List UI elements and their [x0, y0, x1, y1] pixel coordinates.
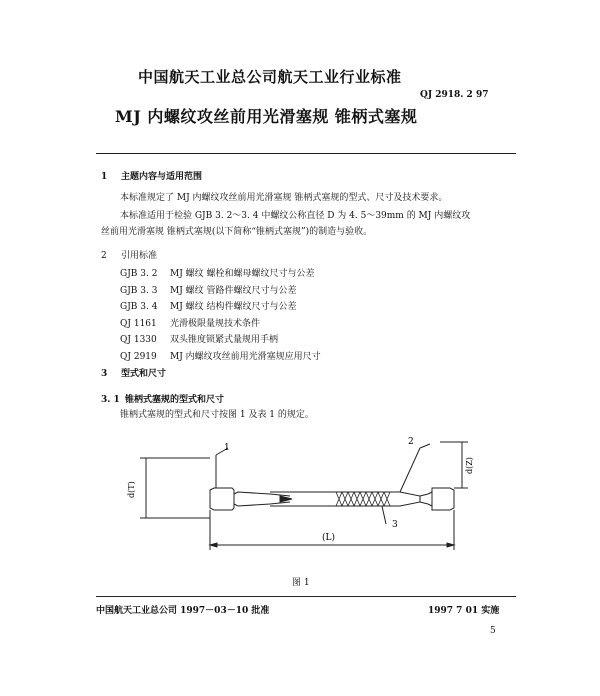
section-3-1-para: 锥柄式塞规的型式和尺寸按图 1 及表 1 的规定。 — [120, 410, 314, 420]
left-gauge-end — [210, 488, 234, 510]
section-1-para-2b: 丝前用光滑塞规 锥柄式塞规(以下简称“锥柄式塞规”)的制造与验收。 — [101, 227, 373, 237]
section-2-heading: 2 引用标准 — [101, 251, 158, 261]
reference-title: 双头锥度锁紧式量规用手柄 — [170, 335, 279, 345]
reference-code: GJB 3. 3 — [120, 285, 158, 296]
reference-title: 光滑极限量规技术条件 — [170, 318, 261, 329]
reference-code: GJB 3. 4 — [120, 302, 158, 312]
standard-code: QJ 2918. 2 97 — [420, 90, 489, 100]
reference-item — [120, 266, 315, 279]
page-number: 5 — [490, 626, 496, 636]
leader-3 — [382, 506, 386, 524]
reference-item — [120, 349, 321, 362]
figure-1-drawing — [120, 428, 480, 573]
right-gauge-end — [432, 488, 454, 510]
section-3-heading: 3 型式和尺寸 — [101, 369, 167, 379]
label-1: 1 — [224, 443, 230, 453]
label-3: 3 — [392, 520, 398, 530]
label-2: 2 — [408, 437, 414, 447]
header-rule — [96, 153, 516, 154]
arrow-mark — [280, 496, 292, 502]
reference-code: QJ 1330 — [120, 335, 157, 345]
reference-item — [120, 283, 297, 296]
reference-item — [120, 316, 260, 329]
section-3-1-heading: 3. 1 锥柄式塞规的型式和尺寸 — [101, 395, 225, 405]
reference-title: MJ 螺纹 结构件螺纹尺寸与公差 — [170, 302, 297, 312]
knurl-pattern — [336, 492, 390, 506]
figure-1-caption: 图 1 — [292, 578, 310, 588]
reference-title: MJ 螺纹 管路件螺纹尺寸与公差 — [170, 285, 297, 296]
reference-code: QJ 1161 — [120, 318, 157, 329]
section-1-para-2a: 本标准适用于检验 GJB 3. 2～3. 4 中螺纹公称直径 D 为 4. 5～39mm 的 MJ 内螺纹攻 — [120, 211, 471, 221]
org-title: 中国航天工业总公司航天工业行业标准 — [138, 68, 402, 86]
reference-title: MJ 内螺纹攻丝前用光滑塞规应用尺寸 — [170, 351, 321, 362]
document-title: MJ 内螺纹攻丝前用光滑塞规 锥柄式塞规 — [115, 107, 418, 126]
approval-line: 中国航天工业总公司 1997－03－10 批准 — [96, 606, 270, 616]
reference-title: MJ 螺纹 螺栓和螺母螺纹尺寸与公差 — [170, 269, 315, 279]
section-1-para-1: 本标准规定了 MJ 内螺纹攻丝前用光滑塞规 锥柄式塞规的型式、尺寸及技术要求。 — [120, 193, 448, 203]
reference-code: QJ 2919 — [120, 351, 157, 362]
dim-label-left: d(T) — [127, 481, 136, 498]
leader-2 — [400, 448, 420, 492]
footer-rule — [96, 596, 516, 597]
dim-label-length: (L) — [322, 533, 335, 543]
reference-item — [120, 332, 278, 345]
effective-date: 1997 7 01 实施 — [428, 606, 500, 616]
reference-code: GJB 3. 2 — [120, 269, 158, 279]
section-1-heading: 1 主题内容与适用范围 — [101, 172, 203, 182]
dim-label-right: d(Z) — [465, 457, 474, 474]
reference-item — [120, 299, 297, 312]
